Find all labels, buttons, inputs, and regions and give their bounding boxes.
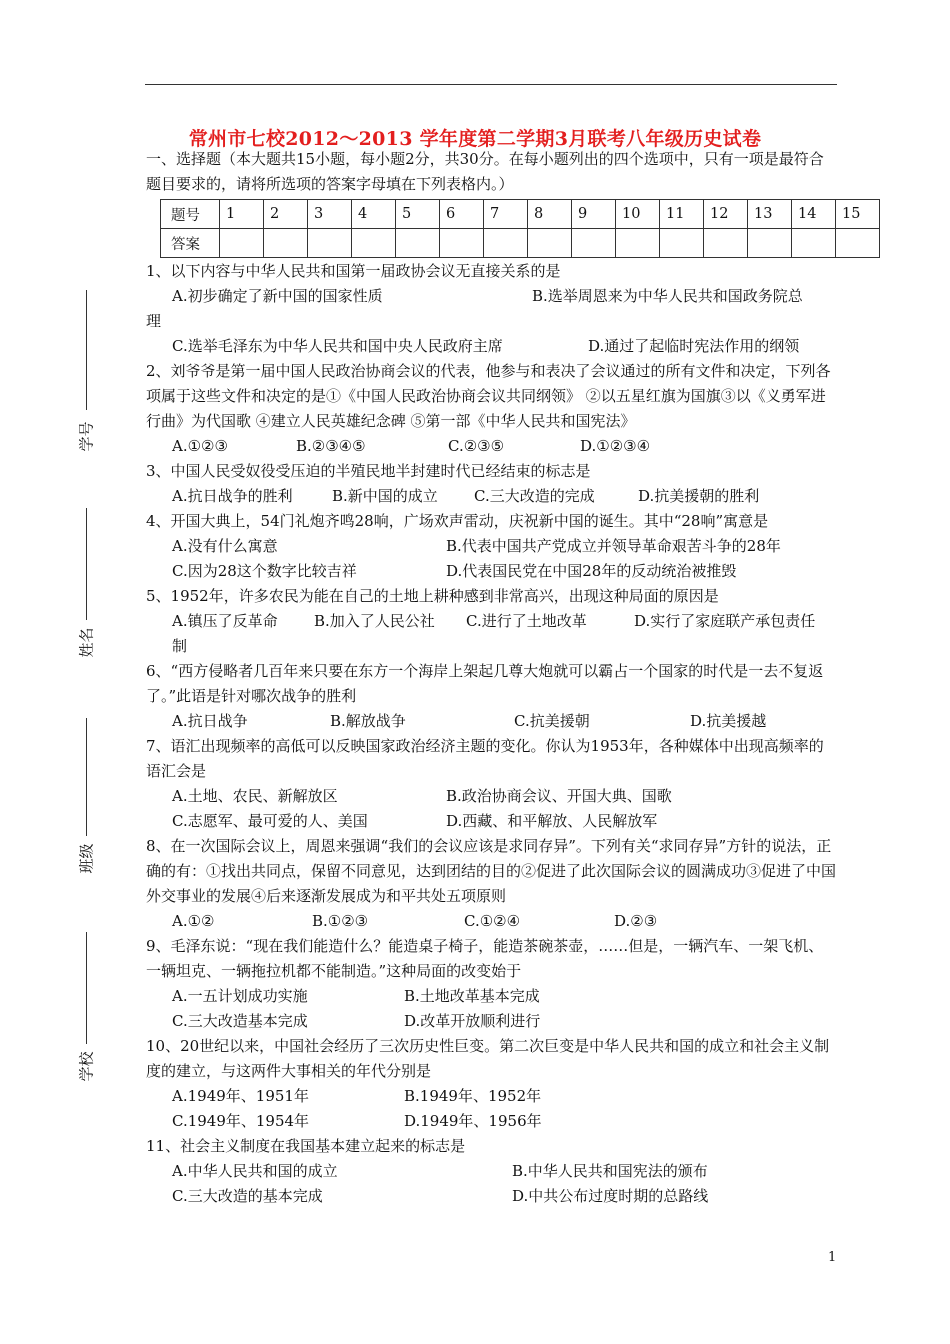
q5-option-c: C.进行了土地改革: [466, 612, 587, 630]
question-number-cell: 14: [792, 200, 836, 229]
page-number: 1: [828, 1250, 837, 1265]
question-number-cell: 9: [572, 200, 616, 229]
q4-option-a: A.没有什么寓意: [172, 537, 278, 555]
q4-option-c: C.因为28这个数字比较吉祥: [172, 562, 357, 580]
answer-cell[interactable]: [792, 229, 836, 258]
school-label: 学校: [77, 1051, 96, 1082]
answer-cell[interactable]: [396, 229, 440, 258]
q10-option-d: D.1949年、1956年: [404, 1112, 542, 1130]
question-number-cell: 6: [440, 200, 484, 229]
q6-option-a: A.抗日战争: [172, 712, 248, 730]
q4-option-d: D.代表国民党在中国28年的反动统治被推毁: [446, 562, 737, 580]
answer-cell[interactable]: [660, 229, 704, 258]
q11-option-d: D.中共公布过度时期的总路线: [512, 1187, 709, 1205]
question-number-cell: 10: [616, 200, 660, 229]
answer-cell[interactable]: [308, 229, 352, 258]
answer-cell[interactable]: [528, 229, 572, 258]
q2-option-b: B.②③④⑤: [296, 437, 366, 455]
q1-stem: 1、以下内容与中华人民共和国第一届政协会议无直接关系的是: [146, 262, 561, 280]
name-label: 姓名: [77, 627, 96, 658]
question-number-cell: 5: [396, 200, 440, 229]
question-number-cell: 15: [836, 200, 880, 229]
question-number-cell: 11: [660, 200, 704, 229]
q5-stem: 5、1952年，许多农民为能在自己的土地上耕种感到非常高兴，出现这种局面的原因是: [146, 587, 719, 605]
answer-table-row-label: 答案: [161, 229, 220, 258]
q7-option-b: B.政治协商会议、开国大典、国歌: [446, 787, 672, 805]
answer-cell[interactable]: [440, 229, 484, 258]
q8-option-c: C.①②④: [464, 912, 521, 930]
class-label: 班级: [77, 843, 96, 874]
answer-table-number-row: [161, 200, 880, 229]
q6-stem: 6、“西方侵略者几百年来只要在东方一个海岸上架起几尊大炮就可以霸占一个国家的时代是一去不复返了。”此语是针对哪次战争的胜利: [146, 662, 824, 705]
answer-table: [160, 199, 880, 258]
q10-option-b: B.1949年、1952年: [404, 1087, 542, 1105]
q7-option-d: D.西藏、和平解放、人民解放军: [446, 812, 658, 830]
question-number-cell: 4: [352, 200, 396, 229]
q1-option-b: B.选举周恩来为中华人民共和国政务院总: [532, 287, 803, 305]
q7-stem: 7、语汇出现频率的高低可以反映国家政治经济主题的变化。你认为1953年，各种媒体中出现高频率的语汇会是: [146, 737, 824, 780]
question-number-cell: 1: [220, 200, 264, 229]
q3-option-c: C.三大改造的完成: [474, 487, 595, 505]
q3-stem: 3、中国人民受奴役受压迫的半殖民地半封建时代已经结束的标志是: [146, 462, 591, 480]
q9-stem: 9、毛泽东说：“现在我们能造什么？能造桌子椅子，能造茶碗茶壶，……但是，一辆汽车、一架飞机、一辆坦克、一辆拖拉机都不能制造。”这种局面的改变始于: [146, 937, 824, 980]
answer-table-answer-row: [161, 229, 880, 258]
q7-option-a: A.土地、农民、新解放区: [172, 787, 338, 805]
q1-option-c: C.选举毛泽东为中华人民共和国中央人民政府主席: [172, 337, 503, 355]
exam-title: 常州市七校2012～2013 学年度第二学期3月联考八年级历史试卷: [188, 128, 762, 150]
q5-option-a: A.镇压了反革命: [172, 612, 278, 630]
q10-stem: 10、20世纪以来，中国社会经历了三次历史性巨变。第二次巨变是中华人民共和国的成立和社会主义制度的建立，与这两件大事相关的年代分别是: [146, 1037, 830, 1080]
q2-option-c: C.②③⑤: [448, 437, 505, 455]
question-number-cell: 3: [308, 200, 352, 229]
q6-option-b: B.解放战争: [330, 712, 406, 730]
section-intro: 一、选择题（本大题共15小题，每小题2分，共30分。在每小题列出的四个选项中，只有一项是最符合题目要求的，请将所选项的答案字母填在下列表格内。）: [146, 150, 824, 193]
answer-cell[interactable]: [264, 229, 308, 258]
q9-option-b: B.土地改革基本完成: [404, 987, 540, 1005]
answer-cell[interactable]: [220, 229, 264, 258]
q3-option-b: B.新中国的成立: [332, 487, 438, 505]
answer-cell[interactable]: [572, 229, 616, 258]
answer-cell[interactable]: [704, 229, 748, 258]
q1-option-b-cont: 理: [146, 312, 162, 330]
q8-stem: 8、在一次国际会议上，周恩来强调“我们的会议应该是求同存异”。下列有关“求同存异”方针的说法，正确的有：①找出共同点，保留不同意见，达到团结的目的②促进了此次国际会议的圆满成功③促进了中国外交事业的发展④后来逐渐发展成为和平共处五项原则: [146, 837, 837, 905]
q3-option-d: D.抗美援朝的胜利: [638, 487, 760, 505]
id-blank-line[interactable]: [86, 290, 87, 410]
answer-cell[interactable]: [836, 229, 880, 258]
q8-option-d: D.②③: [614, 912, 658, 930]
answer-cell[interactable]: [484, 229, 528, 258]
q11-option-b: B.中华人民共和国宪法的颁布: [512, 1162, 708, 1180]
q1-option-d: D.通过了起临时宪法作用的纲领: [588, 337, 800, 355]
question-number-cell: 8: [528, 200, 572, 229]
question-number-cell: 12: [704, 200, 748, 229]
q6-option-d: D.抗美援越: [690, 712, 767, 730]
student-id-label: 学号: [77, 421, 96, 452]
answer-cell[interactable]: [352, 229, 396, 258]
q5-option-d: D.实行了家庭联产承包责任: [634, 612, 816, 630]
q2-stem: 2、刘爷爷是第一届中国人民政治协商会议的代表，他参与和表决了会议通过的所有文件和决定，下列各项属于这些文件和决定的是①《中国人民政治协商会议共同纲领》 ②以五星红旗为国旗③以《义勇军进行曲》为代国歌 ④建立人民英雄纪念碑 ⑤第一部《中华人民共和国宪法》: [146, 362, 831, 430]
q4-option-b: B.代表中国共产党成立并领导革命艰苦斗争的28年: [446, 537, 781, 555]
q11-option-c: C.三大改造的基本完成: [172, 1187, 323, 1205]
q7-option-c: C.志愿军、最可爱的人、美国: [172, 812, 368, 830]
q8-option-b: B.①②③: [312, 912, 369, 930]
q6-option-c: C.抗美援朝: [514, 712, 590, 730]
school-blank-line[interactable]: [86, 932, 87, 1044]
question-number-cell: 7: [484, 200, 528, 229]
q2-option-a: A.①②③: [172, 437, 228, 455]
q1-option-a: A.初步确定了新中国的国家性质: [172, 287, 383, 305]
question-number-cell: 13: [748, 200, 792, 229]
q11-option-a: A.中华人民共和国的成立: [172, 1162, 338, 1180]
name-blank-line[interactable]: [86, 508, 87, 620]
q11-stem: 11、社会主义制度在我国基本建立起来的标志是: [146, 1137, 466, 1155]
answer-table-row-label: 题号: [161, 200, 220, 229]
q9-option-a: A.一五计划成功实施: [172, 987, 308, 1005]
q9-option-c: C.三大改造基本完成: [172, 1012, 308, 1030]
q10-option-c: C.1949年、1954年: [172, 1112, 310, 1130]
q9-option-d: D.改革开放顺利进行: [404, 1012, 541, 1030]
q10-option-a: A.1949年、1951年: [172, 1087, 309, 1105]
answer-cell[interactable]: [616, 229, 660, 258]
answer-cell[interactable]: [748, 229, 792, 258]
q4-stem: 4、开国大典上，54门礼炮齐鸣28响，广场欢声雷动，庆祝新中国的诞生。其中“28响”寓意是: [146, 512, 769, 530]
q3-option-a: A.抗日战争的胜利: [172, 487, 293, 505]
class-blank-line[interactable]: [86, 718, 87, 836]
q5-option-b: B.加入了人民公社: [314, 612, 435, 630]
q5-option-d-cont: 制: [172, 637, 188, 655]
header-rule: [145, 84, 837, 85]
question-number-cell: 2: [264, 200, 308, 229]
q2-option-d: D.①②③④: [580, 437, 651, 455]
q8-option-a: A.①②: [172, 912, 215, 930]
